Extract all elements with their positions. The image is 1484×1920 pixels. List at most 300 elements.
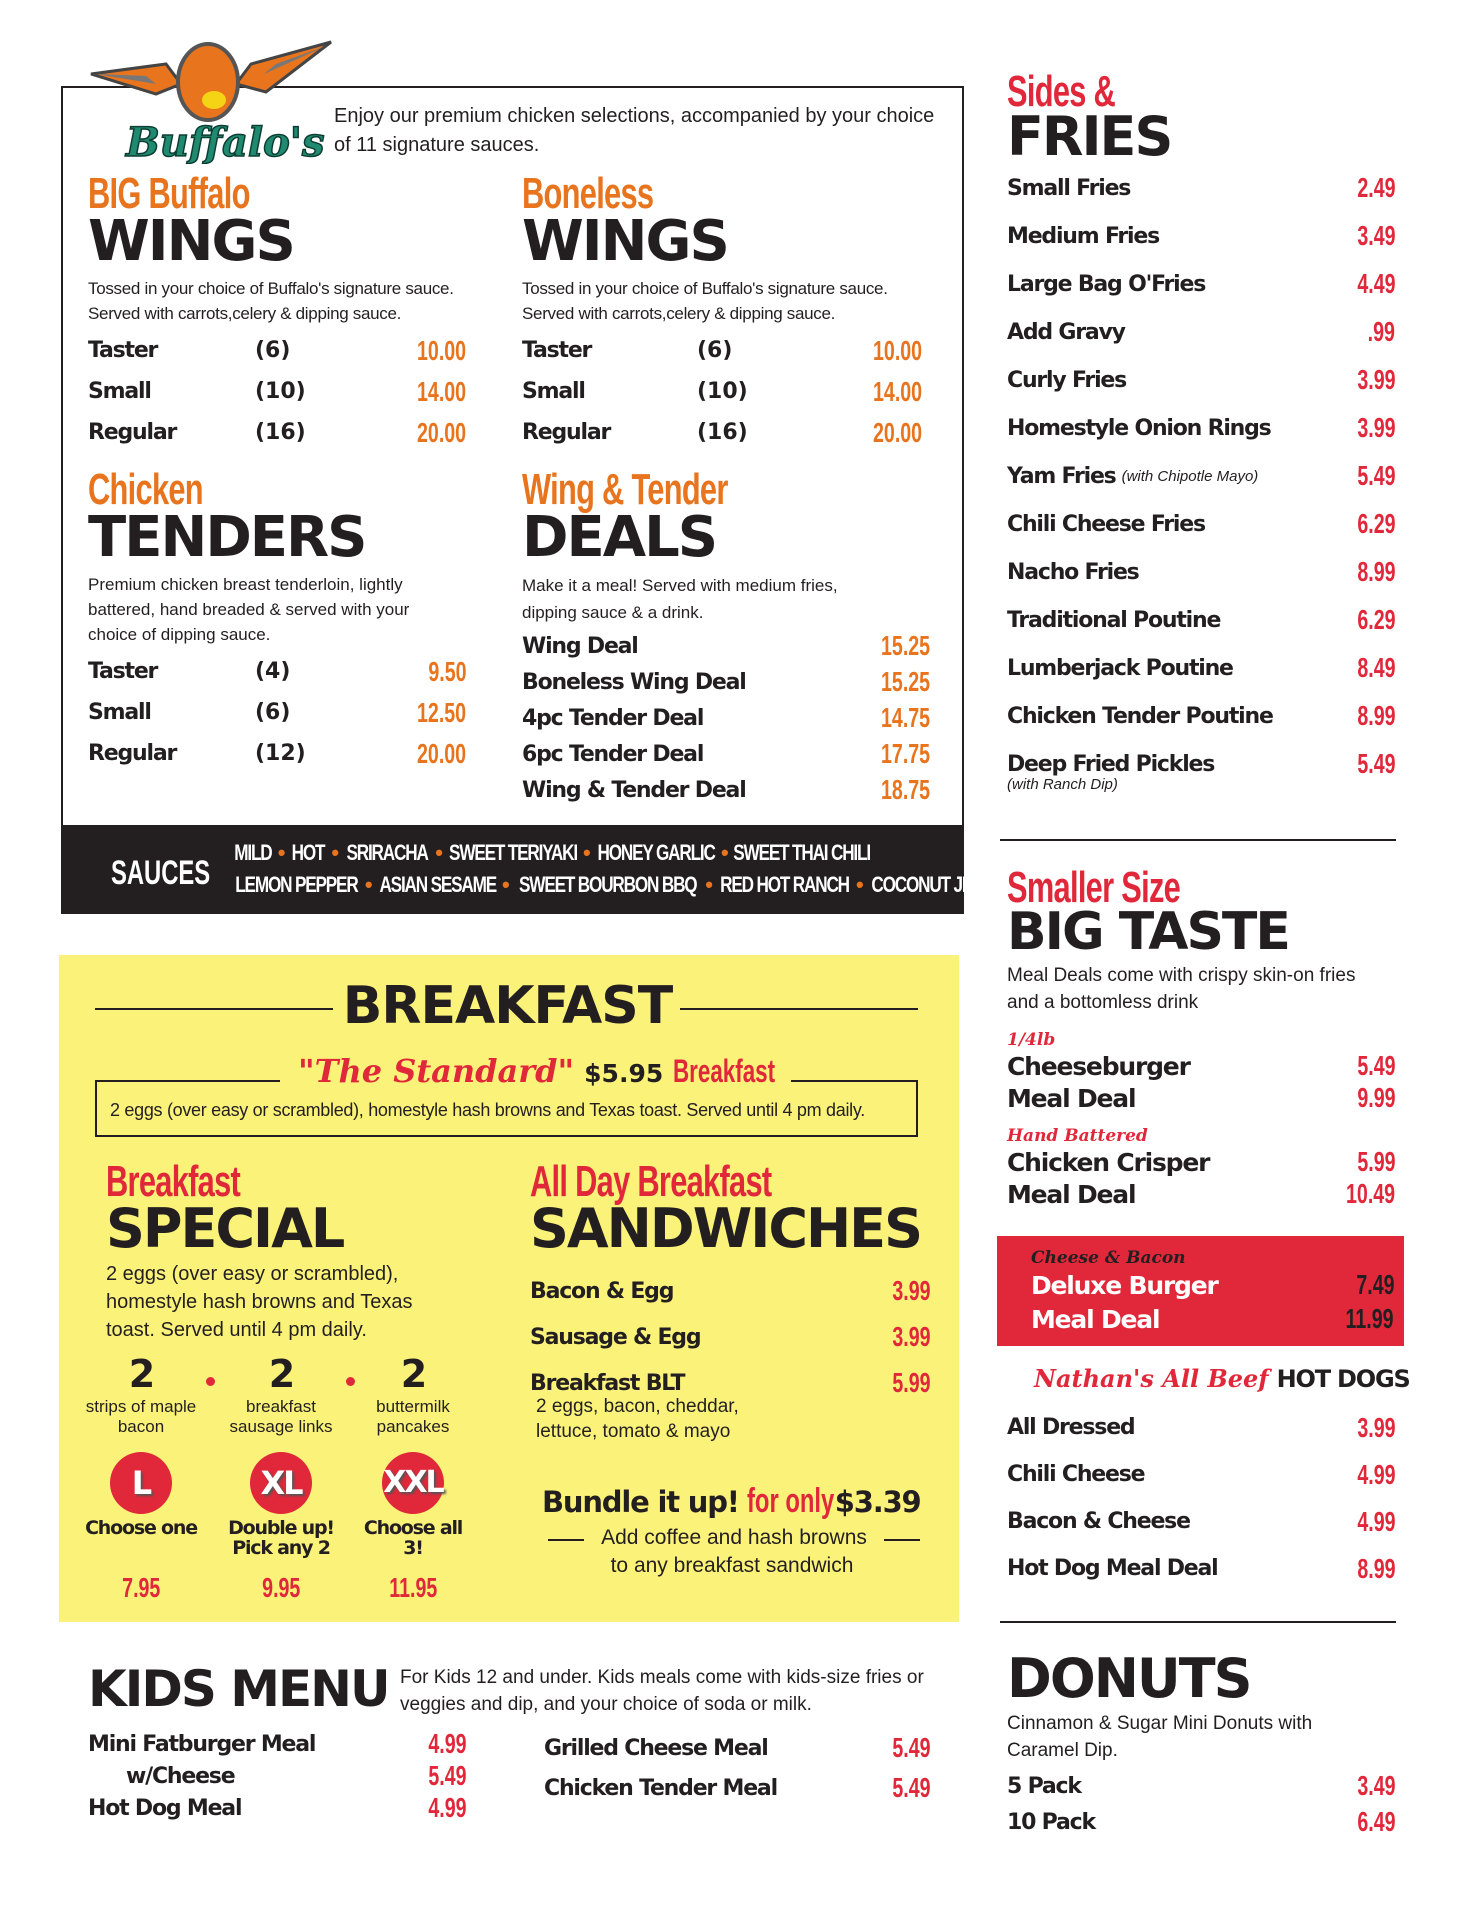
breakfast-title: BREAKFAST (342, 976, 673, 1036)
item-price-wrap (1341, 700, 1396, 732)
item-price: 4.99 (1356, 1505, 1395, 1537)
item-price-wrap (396, 335, 466, 367)
menu-list (544, 1728, 930, 1808)
menu-item (530, 1314, 930, 1360)
component-count: 2 (128, 1352, 154, 1396)
sauce-name: COCONUT JERK (871, 872, 995, 897)
sides-section (1007, 67, 1395, 793)
menu-item (522, 330, 922, 371)
item-price: 6.49 (1356, 1806, 1395, 1837)
menu-item (522, 664, 930, 700)
item-name: Lumberjack Poutine (1007, 655, 1233, 681)
item-qty: (6) (255, 700, 291, 725)
item-price: 3.49 (1356, 1770, 1395, 1801)
item-price: 6.29 (1356, 508, 1395, 539)
divider (884, 1539, 920, 1541)
item-name: Homestyle Onion Rings (1007, 415, 1271, 441)
item-price: 20.00 (872, 416, 922, 448)
menu-item (1007, 260, 1395, 308)
item-name: Nacho Fries (1007, 559, 1139, 585)
divider (1000, 839, 1396, 841)
hotdogs-script: Nathan's All Beef (1034, 1364, 1269, 1393)
section-title: BIG TASTE (1007, 902, 1289, 962)
divider (1000, 1621, 1396, 1623)
item-price-wrap (860, 702, 930, 734)
separator-dot: • (720, 840, 729, 865)
section-desc: 2 eggs (over easy or scrambled), homestyle hash browns and Texas toast. Served until 4 pm daily. (106, 1263, 413, 1341)
item-price: 14.00 (872, 375, 922, 407)
item-price: 3.99 (1356, 1411, 1395, 1443)
menu-list (1007, 1768, 1395, 1840)
item-price-wrap (860, 630, 930, 662)
component-label: buttermilk pancakes (376, 1397, 450, 1436)
menu-item (522, 736, 930, 772)
hotdogs-heading (1034, 1364, 1410, 1393)
item-price-wrap (1341, 172, 1396, 204)
meal-name: Meal Deal (1007, 1179, 1136, 1209)
component-label: breakfast sausage links (229, 1397, 333, 1436)
item-name: Small (88, 379, 151, 404)
bundle-offer (542, 1482, 921, 1521)
item-name: 5 Pack (1007, 1773, 1081, 1799)
size-price (81, 1572, 201, 1604)
tenders-section (88, 465, 466, 774)
menu-item (1007, 1498, 1395, 1545)
item-name: Regular (88, 420, 177, 445)
section-title: SPECIAL (106, 1197, 344, 1260)
buffalos-logo (86, 34, 336, 164)
menu-item (1007, 500, 1395, 548)
menu-item (88, 412, 466, 453)
standard-suffix: Breakfast (673, 1053, 776, 1089)
item-tag: 1/4lb (1007, 1030, 1056, 1050)
sauces-bar (61, 826, 995, 914)
sauce-name: SRIRACHA (346, 840, 428, 865)
item-price-wrap (852, 335, 922, 367)
item-name: Boneless Wing Deal (522, 669, 746, 695)
item-price: 15.25 (880, 666, 930, 697)
item-price: 5.49 (427, 1760, 466, 1791)
menu-item (1007, 1804, 1395, 1840)
sauces-label: SAUCES (111, 854, 211, 892)
size-price-value: 9.95 (261, 1572, 301, 1603)
separator-dot (206, 1377, 215, 1386)
item-price-wrap (1341, 1553, 1396, 1585)
sauces-line-1 (234, 840, 868, 866)
menu-item (1007, 164, 1395, 212)
size-label: Choose one (85, 1517, 197, 1539)
separator-dot: • (855, 872, 864, 897)
svg-text:Buffalo's: Buffalo's (126, 119, 325, 164)
component-label: strips of maple bacon (85, 1397, 197, 1436)
item-price: 8.49 (1356, 652, 1395, 683)
item-name: 10 Pack (1007, 1809, 1095, 1835)
sauce-name: HONEY GARLIC (597, 840, 715, 865)
menu-list (88, 330, 466, 453)
item-name: Regular (522, 420, 611, 445)
item-price: 5.49 (1356, 748, 1395, 779)
item-price-wrap (1341, 1770, 1396, 1802)
component-count: 2 (400, 1352, 426, 1396)
item-price: 20.00 (416, 416, 466, 448)
item-name: Deep Fried Pickles (1007, 751, 1215, 777)
item-price: 2.49 (1356, 172, 1395, 203)
section-desc: Cinnamon & Sugar Mini Donuts with Caramel Dip. (1007, 1713, 1313, 1761)
meal-price: 9.99 (1356, 1082, 1395, 1113)
breakfast-special (106, 1157, 526, 1344)
menu-item (530, 1268, 930, 1314)
menu-item (522, 700, 930, 736)
item-name: Curly Fries (1007, 367, 1127, 393)
item-name: Chili Cheese (1007, 1462, 1145, 1487)
section-kicker: BIG Buffalo (88, 169, 250, 218)
item-name: Deluxe Burger (1031, 1270, 1218, 1300)
item-price-wrap (852, 376, 922, 408)
section-kicker: Chicken (88, 465, 203, 514)
size-label: Double up! Pick any 2 (228, 1517, 334, 1559)
standard-name: "The Standard" (298, 1052, 575, 1090)
intro-text: Enjoy our premium chicken selections, accompanied by your choice of 11 signature sauces. (334, 105, 935, 156)
section-kicker: Wing & Tender (522, 465, 728, 514)
item-name: Breakfast BLT (530, 1370, 685, 1396)
item-price-wrap (876, 1772, 931, 1804)
item-qty: (16) (255, 420, 306, 445)
separator-dot: • (364, 872, 373, 897)
item-name: Chicken Crisper (1007, 1147, 1210, 1177)
item-price-wrap (1341, 1412, 1396, 1444)
item-name: Chicken Tender Meal (544, 1775, 777, 1801)
item-price: 10.00 (416, 334, 466, 366)
item-price-wrap (1341, 268, 1396, 300)
item-name: 6pc Tender Deal (522, 741, 704, 767)
menu-item (88, 371, 466, 412)
item-price-wrap (1341, 556, 1396, 588)
menu-item (88, 1760, 466, 1792)
item-price-wrap (876, 1321, 931, 1353)
separator-dot: • (582, 840, 591, 865)
item-name: Regular (88, 741, 177, 766)
item-price: 7.49 (1355, 1269, 1394, 1300)
item-price: 15.25 (880, 630, 930, 661)
menu-list (88, 651, 466, 774)
item-name: Small (522, 379, 585, 404)
section-kicker: Boneless (522, 169, 654, 218)
item-price: 5.49 (891, 1732, 930, 1763)
item-price-wrap (1341, 364, 1396, 396)
menu-item (88, 651, 466, 692)
item-qty: (12) (255, 741, 306, 766)
wings-section (88, 169, 466, 453)
size-price (221, 1572, 341, 1604)
item-price-wrap (396, 417, 466, 449)
menu-item (1007, 356, 1395, 404)
item-price-wrap (1341, 1459, 1396, 1491)
section-title: WINGS (522, 209, 728, 274)
donuts-section (1007, 1647, 1395, 1840)
section-title: FRIES (1007, 105, 1172, 168)
menu-item (1007, 404, 1395, 452)
menu-item (1007, 1451, 1395, 1498)
size-badge-text: XXL (383, 1465, 443, 1500)
item-price: 6.29 (1356, 604, 1395, 635)
item-price-wrap (1341, 652, 1396, 684)
size-label: Choose all 3! (363, 1517, 463, 1559)
item-name: Medium Fries (1007, 223, 1159, 249)
separator-dot: • (705, 872, 713, 897)
item-price: 3.99 (1356, 412, 1395, 443)
breakfast-sandwiches (530, 1157, 930, 1444)
meal-name: Meal Deal (1031, 1304, 1160, 1334)
kids-title: KIDS MENU (88, 1660, 389, 1718)
menu-item (88, 692, 466, 733)
item-price: 9.50 (427, 655, 466, 687)
item-price: 8.99 (1356, 700, 1395, 731)
standard-desc: 2 eggs (over easy or scrambled), homestyle hash browns and Texas toast. Served until 4 pm daily. (110, 1100, 865, 1120)
item-name: Grilled Cheese Meal (544, 1735, 768, 1761)
item-price-wrap (396, 738, 466, 770)
separator-dot (346, 1377, 355, 1386)
item-price-wrap (876, 1275, 931, 1307)
item-name: Taster (88, 659, 158, 684)
meal-name: Meal Deal (1007, 1083, 1136, 1113)
menu-list (1007, 1404, 1395, 1592)
menu-list (530, 1268, 930, 1406)
standard-heading (280, 1052, 791, 1090)
item-name: Chicken Tender Poutine (1007, 703, 1273, 729)
item-price: 5.99 (1356, 1146, 1395, 1177)
kids-left (88, 1728, 466, 1824)
item-name: w/Cheese (126, 1763, 235, 1789)
item-name: All Dressed (1007, 1415, 1135, 1440)
item-price: 14.75 (880, 702, 930, 733)
item-price: 10.00 (872, 334, 922, 366)
item-price: 4.99 (427, 1792, 466, 1823)
deluxe-burger-box (997, 1236, 1404, 1346)
menu-item (522, 772, 930, 808)
item-name: Add Gravy (1007, 319, 1125, 345)
section-desc: Meal Deals come with crispy skin-on fries and a bottomless drink (1007, 965, 1356, 1013)
item-price-wrap (1341, 460, 1396, 492)
boneless-section (522, 169, 922, 453)
item-price-wrap (1341, 1506, 1396, 1538)
meal-price: 10.49 (1345, 1178, 1395, 1209)
crisper-item (1007, 1126, 1395, 1210)
item-price: 5.99 (891, 1367, 930, 1398)
menu-item (88, 1792, 466, 1824)
menu-item (522, 628, 930, 664)
size-badge-text: L (131, 1464, 151, 1502)
item-name: Yam Fries (1007, 463, 1116, 489)
item-price-wrap (876, 1732, 931, 1764)
item-price-wrap (1341, 220, 1396, 252)
meal-price: 11.99 (1346, 1303, 1394, 1334)
bundle-price: $3.39 (834, 1485, 921, 1519)
menu-list (522, 628, 930, 808)
item-price: 4.99 (1356, 1458, 1395, 1490)
item-qty: (6) (255, 338, 291, 363)
item-name: Hot Dog Meal (88, 1795, 242, 1821)
separator-dot: • (331, 840, 340, 865)
sauce-name: SWEET BOURBON BBQ (518, 872, 697, 897)
item-name: Chili Cheese Fries (1007, 511, 1205, 537)
menu-item (1007, 212, 1395, 260)
item-price: 4.49 (1356, 268, 1395, 299)
item-name: Mini Fatburger Meal (88, 1731, 316, 1757)
item-price: 3.99 (891, 1321, 930, 1352)
menu-list (522, 330, 922, 453)
bundle-mid: for only (746, 1482, 835, 1520)
section-title: WINGS (88, 209, 294, 274)
item-qty: (16) (697, 420, 748, 445)
item-qty: (10) (255, 379, 306, 404)
menu-item (88, 330, 466, 371)
item-name: Hot Dog Meal Deal (1007, 1556, 1218, 1581)
menu-item (88, 1728, 466, 1760)
menu-item (544, 1768, 930, 1808)
size-price-value: 7.95 (121, 1572, 161, 1603)
menu-item (1007, 308, 1395, 356)
sauce-name: HOT (292, 840, 325, 865)
sauce-name: SWEET THAI CHILI (732, 840, 870, 865)
item-price: 20.00 (416, 737, 466, 769)
section-desc: Premium chicken breast tenderloin, lightly battered, hand breaded & served with your choice of dipping sauce. (88, 575, 410, 644)
hotdogs-title: HOT DOGS (1276, 1365, 1410, 1393)
item-price-wrap (876, 1367, 931, 1399)
section-kicker: Smaller Size (1007, 863, 1181, 912)
menu-item (1007, 452, 1395, 500)
item-name: 4pc Tender Deal (522, 705, 704, 731)
item-price: 4.99 (427, 1728, 466, 1759)
menu-item (1007, 740, 1395, 788)
menu-item (1007, 596, 1395, 644)
standard-price: $5.95 (584, 1059, 664, 1088)
item-name: Wing Deal (522, 633, 638, 659)
item-name: Small (88, 700, 151, 725)
separator-dot: • (435, 840, 443, 865)
item-tag: Hand Battered (1007, 1126, 1148, 1146)
hotdogs-section (1007, 1404, 1395, 1592)
sauces-line-2 (234, 872, 996, 898)
item-price-wrap (412, 1728, 467, 1760)
deals-section (522, 465, 930, 808)
item-name: Bacon & Cheese (1007, 1509, 1190, 1534)
menu-item (522, 371, 922, 412)
section-title: SANDWICHES (530, 1197, 921, 1260)
menu-item (544, 1728, 930, 1768)
item-name: Taster (88, 338, 158, 363)
sauce-name: MILD (234, 840, 272, 865)
menu-item (1007, 644, 1395, 692)
item-price-wrap (1341, 748, 1396, 780)
separator-dot: • (502, 872, 510, 897)
menu-item (1007, 548, 1395, 596)
item-price-wrap (860, 666, 930, 698)
menu-item (88, 733, 466, 774)
section-kicker: All Day Breakfast (530, 1157, 772, 1206)
item-price: 3.99 (1356, 364, 1395, 395)
item-price-wrap (412, 1792, 467, 1824)
item-price: 17.75 (880, 738, 930, 769)
menu-item (1007, 1545, 1395, 1592)
item-price-wrap (412, 1760, 467, 1792)
item-price: 3.99 (891, 1275, 930, 1306)
cheeseburger-item (1007, 1030, 1395, 1114)
item-price: 5.49 (1356, 1050, 1395, 1081)
menu-item (1007, 1404, 1395, 1451)
bundle-line-1: Add coffee and hash browns (601, 1526, 867, 1549)
menu-list (1007, 164, 1395, 788)
item-price: 5.49 (1356, 460, 1395, 491)
section-title: TENDERS (88, 505, 366, 570)
section-kicker: Sides & (1007, 67, 1116, 116)
sauce-name: ASIAN SESAME (378, 872, 496, 897)
sauce-name: LEMON PEPPER (235, 872, 358, 897)
item-price-wrap (412, 656, 467, 688)
item-price-wrap (396, 697, 466, 729)
item-qty: (4) (255, 659, 291, 684)
item-price-wrap (1341, 508, 1396, 540)
kids-right (544, 1728, 930, 1808)
item-tag: Cheese & Bacon (1031, 1248, 1186, 1268)
section-kicker: Breakfast (106, 1157, 241, 1206)
item-note: (with Chipotle Mayo) (1121, 467, 1259, 485)
kids-desc: For Kids 12 and under. Kids meals come with kids-size fries or veggies and dip, and your choice of soda or milk. (400, 1667, 924, 1715)
item-price: 8.99 (1356, 1552, 1395, 1584)
section-desc: Make it a meal! Served with medium fries, dipping sauce & a drink. (522, 576, 838, 622)
size-badge-text: XL (260, 1464, 302, 1502)
menu-item (522, 412, 922, 453)
divider (95, 1008, 333, 1010)
item-price-wrap (1341, 1806, 1396, 1838)
blt-desc: 2 eggs, bacon, cheddar, lettuce, tomato & mayo (536, 1396, 739, 1442)
item-price: 14.00 (416, 375, 466, 407)
item-name: Small Fries (1007, 175, 1131, 201)
item-price: .99 (1367, 316, 1395, 347)
section-desc: Tossed in your choice of Buffalo's signature sauce. Served with carrots,celery & dipping sauce. (522, 279, 888, 323)
item-price-wrap (396, 376, 466, 408)
sauce-name: RED HOT RANCH (720, 872, 849, 897)
item-price-wrap (860, 774, 930, 806)
size-badge (382, 1452, 444, 1514)
separator-dot: • (277, 840, 286, 865)
item-price-wrap (1341, 412, 1396, 444)
pickles-note: (with Ranch Dip) (1007, 776, 1118, 793)
size-price-value: 11.95 (389, 1572, 437, 1603)
menu-item (1007, 1768, 1395, 1804)
section-title: DONUTS (1007, 1647, 1251, 1710)
item-name: Taster (522, 338, 592, 363)
item-price: 12.50 (416, 696, 466, 728)
item-name: Bacon & Egg (530, 1278, 674, 1304)
divider (680, 1008, 918, 1010)
item-price: 3.49 (1356, 220, 1395, 251)
divider (548, 1539, 584, 1541)
item-price-wrap (852, 417, 922, 449)
menu-item (1007, 692, 1395, 740)
component-count: 2 (268, 1352, 294, 1396)
smaller-size-section (1007, 863, 1395, 1016)
item-price-wrap (860, 738, 930, 770)
item-price-wrap (1341, 604, 1396, 636)
size-badge (250, 1452, 312, 1514)
sauce-name: SWEET TERIYAKI (448, 840, 577, 865)
bundle-lead: Bundle it up! (542, 1485, 739, 1519)
item-name: Cheeseburger (1007, 1051, 1190, 1081)
item-name: Large Bag O'Fries (1007, 271, 1206, 297)
item-qty: (10) (697, 379, 748, 404)
item-name: Sausage & Egg (530, 1324, 701, 1350)
menu-list (88, 1728, 466, 1824)
